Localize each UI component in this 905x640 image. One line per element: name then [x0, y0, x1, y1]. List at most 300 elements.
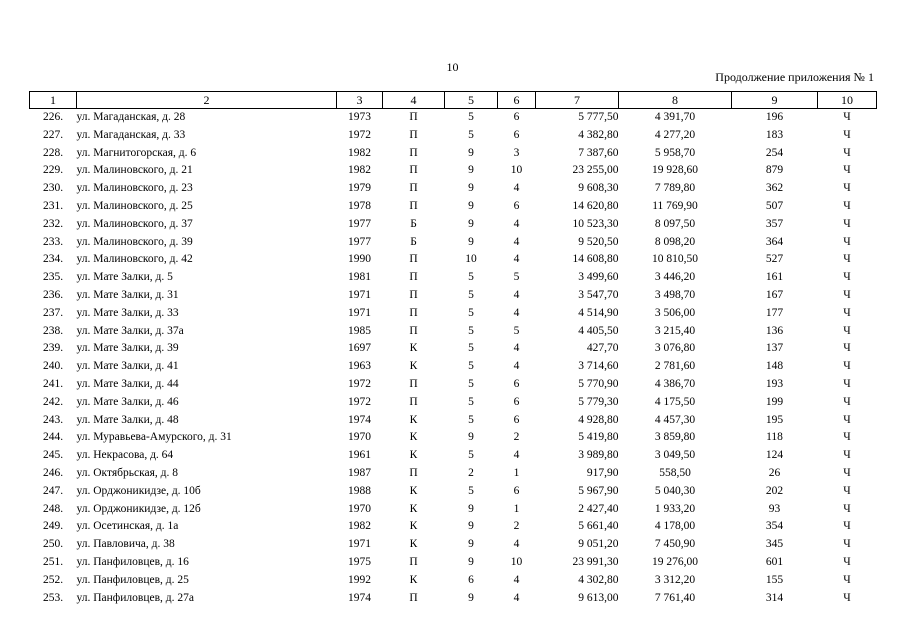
- address-cell: ул. Мате Залки, д. 33: [76, 306, 179, 319]
- col7-cell: 5 779,30: [578, 395, 619, 408]
- col8-cell: 5 958,70: [654, 146, 696, 159]
- row-number: 226.: [42, 111, 64, 123]
- col9-cell: 202: [765, 484, 784, 497]
- row-number: 242.: [42, 395, 64, 408]
- column-header: 2: [77, 92, 337, 109]
- floors-cell: 5: [468, 324, 474, 337]
- col8-cell: 4 391,70: [654, 111, 696, 123]
- col10-cell: Ч: [843, 253, 851, 266]
- table-row: [30, 323, 877, 341]
- entrances-cell: 4: [513, 449, 520, 462]
- row-number: 244.: [42, 431, 64, 444]
- col7-cell: 9 613,00: [578, 591, 619, 604]
- column-header: 1: [30, 92, 77, 109]
- col8-cell: 3 049,50: [654, 449, 696, 462]
- col9-cell: 161: [765, 271, 784, 284]
- column-header: 3: [337, 92, 383, 109]
- housing-registry-table: [29, 91, 877, 607]
- entrances-cell: 4: [513, 360, 520, 373]
- col9-cell: 879: [765, 164, 784, 177]
- col9-cell: 136: [765, 324, 784, 337]
- address-cell: ул. Мате Залки, д. 44: [76, 377, 179, 390]
- material-cell: К: [409, 520, 418, 533]
- year-cell: 1979: [348, 182, 371, 195]
- address-cell: ул. Малиновского, д. 23: [76, 182, 193, 195]
- col10-cell: Ч: [843, 342, 851, 355]
- address-cell: ул. Панфиловцев, д. 27а: [76, 591, 194, 604]
- entrances-cell: 6: [513, 413, 520, 426]
- address-cell: ул. Некрасова, д. 64: [76, 449, 174, 462]
- floors-cell: 9: [468, 235, 474, 248]
- table-row: [30, 465, 877, 483]
- address-cell: ул. Магаданская, д. 28: [76, 111, 186, 123]
- floors-cell: 9: [468, 182, 474, 195]
- col8-cell: 4 386,70: [654, 377, 696, 390]
- address-cell: ул. Муравьева-Амурского, д. 31: [76, 431, 232, 444]
- material-cell: П: [409, 288, 418, 301]
- row-number: 236.: [42, 288, 64, 301]
- table-row: [30, 412, 877, 430]
- col8-cell: 4 175,50: [654, 395, 696, 408]
- year-cell: 1971: [348, 306, 371, 319]
- col7-cell: 14 608,80: [572, 253, 619, 266]
- table-row: [30, 536, 877, 554]
- floors-cell: 10: [465, 253, 477, 266]
- col10-cell: Ч: [843, 413, 851, 426]
- floors-cell: 5: [468, 413, 474, 426]
- table-row: [30, 216, 877, 234]
- floors-cell: 9: [468, 520, 474, 533]
- year-cell: 1974: [348, 413, 371, 426]
- col9-cell: 118: [766, 431, 783, 444]
- col8-cell: 3 506,00: [654, 306, 696, 319]
- header-row: [30, 92, 877, 109]
- col8-cell: 7 761,40: [654, 591, 696, 604]
- col10-cell: Ч: [843, 288, 851, 301]
- column-header: 7: [536, 92, 619, 109]
- col10-cell: Ч: [843, 182, 851, 195]
- entrances-cell: 4: [513, 235, 520, 248]
- col8-cell: 3 446,20: [654, 271, 696, 284]
- column-header: 5: [445, 92, 498, 109]
- col10-cell: Ч: [843, 395, 851, 408]
- col9-cell: 345: [765, 538, 784, 551]
- address-cell: ул. Малиновского, д. 42: [76, 253, 193, 266]
- entrances-cell: 2: [513, 520, 520, 533]
- year-cell: 1978: [348, 199, 371, 212]
- material-cell: Б: [410, 235, 417, 248]
- col7-cell: 5 770,90: [578, 377, 619, 390]
- entrances-cell: 4: [513, 253, 520, 266]
- col10-cell: Ч: [843, 449, 851, 462]
- address-cell: ул. Мате Залки, д. 39: [76, 342, 179, 355]
- col8-cell: 1 933,20: [654, 502, 696, 515]
- row-number: 248.: [42, 502, 64, 515]
- col7-cell: 10 523,30: [572, 217, 619, 230]
- row-number: 243.: [42, 413, 64, 426]
- material-cell: П: [409, 182, 418, 195]
- col10-cell: Ч: [843, 235, 851, 248]
- floors-cell: 2: [468, 466, 474, 479]
- material-cell: П: [409, 555, 418, 568]
- entrances-cell: 2: [513, 431, 520, 444]
- address-cell: ул. Панфиловцев, д. 25: [76, 573, 189, 586]
- col9-cell: 124: [765, 449, 784, 462]
- col9-cell: 193: [765, 377, 784, 390]
- col7-cell: 3 547,70: [578, 288, 619, 301]
- address-cell: ул. Мате Залки, д. 48: [76, 413, 179, 426]
- material-cell: П: [409, 146, 418, 159]
- floors-cell: 5: [468, 395, 474, 408]
- col9-cell: 155: [765, 573, 784, 586]
- address-cell: ул. Малиновского, д. 37: [76, 217, 193, 230]
- floors-cell: 5: [468, 111, 474, 123]
- col9-cell: 254: [765, 146, 784, 159]
- col8-cell: 7 450,90: [654, 538, 696, 551]
- entrances-cell: 4: [513, 538, 520, 551]
- column-header: 4: [383, 92, 445, 109]
- col9-cell: 314: [765, 591, 784, 604]
- col7-cell: 9 520,50: [578, 235, 619, 248]
- col7-cell: 3 499,60: [578, 271, 619, 284]
- year-cell: 1972: [348, 395, 371, 408]
- col9-cell: 167: [765, 288, 784, 301]
- material-cell: Б: [410, 217, 417, 230]
- col8-cell: 4 277,20: [654, 128, 696, 141]
- row-number: 251.: [42, 555, 64, 568]
- table-row: [30, 483, 877, 501]
- row-number: 237.: [42, 306, 64, 319]
- col7-cell: 427,70: [586, 342, 619, 355]
- entrances-cell: 5: [513, 271, 520, 284]
- col7-cell: 917,90: [586, 466, 619, 479]
- row-number: 253.: [42, 591, 64, 604]
- table-row: [30, 518, 877, 536]
- material-cell: П: [409, 395, 418, 408]
- table-row: [30, 358, 877, 376]
- entrances-cell: 6: [513, 395, 520, 408]
- year-cell: 1982: [348, 164, 371, 177]
- year-cell: 1988: [348, 484, 371, 497]
- col10-cell: Ч: [843, 306, 851, 319]
- material-cell: П: [409, 199, 418, 212]
- col8-cell: 7 789,80: [654, 182, 696, 195]
- col7-cell: 3 989,80: [578, 449, 619, 462]
- floors-cell: 9: [468, 431, 474, 444]
- entrances-cell: 4: [513, 217, 520, 230]
- table-row: [30, 340, 877, 358]
- col7-cell: 23 991,30: [572, 555, 619, 568]
- table-row: [30, 234, 877, 252]
- entrances-cell: 6: [513, 199, 520, 212]
- col8-cell: 8 097,50: [654, 217, 696, 230]
- col9-cell: 148: [765, 360, 784, 373]
- material-cell: К: [409, 573, 418, 586]
- col10-cell: Ч: [843, 271, 851, 284]
- year-cell: 1970: [348, 431, 371, 444]
- address-cell: ул. Октябрьская, д. 8: [76, 466, 178, 479]
- col7-cell: 3 714,60: [578, 360, 619, 373]
- row-number: 239.: [42, 342, 64, 355]
- col9-cell: 364: [765, 235, 784, 248]
- col10-cell: Ч: [843, 164, 851, 177]
- col8-cell: 3 076,80: [654, 342, 696, 355]
- table-row: [30, 269, 877, 287]
- floors-cell: 9: [468, 502, 474, 515]
- floors-cell: 5: [468, 342, 474, 355]
- col10-cell: Ч: [843, 128, 851, 141]
- table-row: [30, 572, 877, 590]
- material-cell: П: [409, 306, 418, 319]
- table-row: [30, 180, 877, 198]
- column-header: 6: [498, 92, 536, 109]
- row-number: 233.: [42, 235, 64, 248]
- year-cell: 1961: [348, 449, 371, 462]
- col8-cell: 19 276,00: [652, 555, 698, 568]
- col10-cell: Ч: [843, 217, 851, 230]
- floors-cell: 9: [468, 199, 474, 212]
- entrances-cell: 4: [513, 306, 520, 319]
- col7-cell: 9 608,30: [578, 182, 619, 195]
- floors-cell: 9: [468, 591, 474, 604]
- floors-cell: 9: [468, 555, 474, 568]
- year-cell: 1970: [348, 502, 371, 515]
- address-cell: ул. Мате Залки, д. 46: [76, 395, 179, 408]
- address-cell: ул. Павловича, д. 38: [76, 538, 175, 551]
- col10-cell: Ч: [843, 538, 851, 551]
- col9-cell: 93: [768, 502, 781, 515]
- entrances-cell: 4: [513, 573, 520, 586]
- floors-cell: 5: [468, 484, 474, 497]
- floors-cell: 5: [468, 288, 474, 301]
- col9-cell: 26: [768, 466, 781, 479]
- table-row: [30, 590, 877, 608]
- material-cell: К: [409, 360, 418, 373]
- col9-cell: 183: [765, 128, 784, 141]
- entrances-cell: 6: [513, 377, 520, 390]
- material-cell: П: [409, 466, 418, 479]
- col8-cell: 10 810,50: [652, 253, 698, 266]
- column-header: 9: [732, 92, 818, 109]
- column-header: 8: [619, 92, 732, 109]
- table-row: [30, 394, 877, 412]
- year-cell: 1971: [348, 288, 371, 301]
- table-row: [30, 162, 877, 180]
- col8-cell: 5 040,30: [654, 484, 696, 497]
- entrances-cell: 5: [513, 324, 520, 337]
- table-row: [30, 109, 877, 127]
- year-cell: 1992: [348, 573, 371, 586]
- floors-cell: 5: [468, 271, 474, 284]
- floors-cell: 9: [468, 538, 474, 551]
- col7-cell: 7 387,60: [578, 146, 619, 159]
- year-cell: 1977: [348, 217, 371, 230]
- table-row: [30, 447, 877, 465]
- entrances-cell: 6: [513, 484, 520, 497]
- col10-cell: Ч: [843, 360, 851, 373]
- entrances-cell: 10: [510, 164, 523, 177]
- entrances-cell: 1: [513, 502, 520, 515]
- entrances-cell: 4: [513, 591, 520, 604]
- col8-cell: 2 781,60: [654, 360, 696, 373]
- col9-cell: 195: [765, 413, 784, 426]
- material-cell: П: [409, 253, 418, 266]
- row-number: 249.: [42, 520, 64, 533]
- table-row: [30, 145, 877, 163]
- entrances-cell: 4: [513, 288, 520, 301]
- col7-cell: 4 302,80: [578, 573, 619, 586]
- material-cell: П: [409, 324, 418, 337]
- row-number: 245.: [42, 449, 64, 462]
- col10-cell: Ч: [843, 555, 851, 568]
- row-number: 230.: [42, 182, 64, 195]
- table-row: [30, 429, 877, 447]
- column-header: 10: [818, 92, 877, 109]
- year-cell: 1981: [348, 271, 371, 284]
- page-number: 10: [446, 60, 459, 74]
- table-row: [30, 127, 877, 145]
- col10-cell: Ч: [843, 199, 851, 212]
- row-number: 229.: [42, 164, 64, 177]
- material-cell: К: [409, 484, 418, 497]
- col10-cell: Ч: [843, 324, 851, 337]
- col7-cell: 14 620,80: [572, 199, 619, 212]
- floors-cell: 6: [468, 573, 474, 586]
- col10-cell: Ч: [843, 573, 851, 586]
- year-cell: 1985: [348, 324, 371, 337]
- entrances-cell: 6: [513, 111, 520, 123]
- material-cell: П: [409, 111, 418, 123]
- address-cell: ул. Магаданская, д. 33: [76, 128, 186, 141]
- year-cell: 1987: [348, 466, 371, 479]
- year-cell: 1963: [348, 360, 371, 373]
- material-cell: П: [409, 164, 418, 177]
- col10-cell: Ч: [843, 484, 851, 497]
- material-cell: К: [409, 502, 418, 515]
- entrances-cell: 10: [510, 555, 523, 568]
- floors-cell: 9: [468, 146, 474, 159]
- floors-cell: 5: [468, 306, 474, 319]
- col8-cell: 19 928,60: [652, 164, 698, 177]
- row-number: 228.: [42, 146, 64, 159]
- col10-cell: Ч: [843, 591, 851, 604]
- entrances-cell: 6: [513, 128, 520, 141]
- table-row: [30, 305, 877, 323]
- row-number: 235.: [42, 271, 64, 284]
- col8-cell: 3 859,80: [654, 431, 696, 444]
- row-number: 240.: [42, 360, 64, 373]
- col9-cell: 177: [765, 306, 784, 319]
- year-cell: 1982: [348, 146, 371, 159]
- col9-cell: 357: [765, 217, 784, 230]
- col9-cell: 527: [765, 253, 784, 266]
- address-cell: ул. Мате Залки, д. 31: [76, 288, 179, 301]
- table-body: [30, 109, 877, 608]
- col10-cell: Ч: [843, 520, 851, 533]
- year-cell: 1977: [348, 235, 371, 248]
- row-number: 247.: [42, 484, 64, 497]
- entrances-cell: 1: [513, 466, 520, 479]
- col9-cell: 354: [765, 520, 784, 533]
- col8-cell: 11 769,90: [652, 199, 698, 212]
- entrances-cell: 4: [513, 342, 520, 355]
- address-cell: ул. Мате Залки, д. 41: [76, 360, 179, 373]
- row-number: 234.: [42, 253, 64, 266]
- col10-cell: Ч: [843, 466, 851, 479]
- row-number: 252.: [42, 573, 64, 586]
- address-cell: ул. Осетинская, д. 1а: [76, 520, 179, 533]
- col10-cell: Ч: [843, 111, 851, 123]
- address-cell: ул. Малиновского, д. 25: [76, 199, 193, 212]
- col10-cell: Ч: [843, 146, 851, 159]
- material-cell: П: [409, 377, 418, 390]
- floors-cell: 5: [468, 377, 474, 390]
- row-number: 232.: [42, 217, 64, 230]
- row-number: 231.: [42, 199, 64, 212]
- year-cell: 1972: [348, 377, 371, 390]
- col9-cell: 199: [765, 395, 784, 408]
- col8-cell: 3 312,20: [654, 573, 696, 586]
- year-cell: 1971: [348, 538, 371, 551]
- year-cell: 1975: [348, 555, 371, 568]
- material-cell: К: [409, 413, 418, 426]
- col8-cell: 558,50: [659, 466, 691, 479]
- col10-cell: Ч: [843, 502, 851, 515]
- floors-cell: 9: [468, 164, 474, 177]
- col9-cell: 362: [765, 182, 784, 195]
- col10-cell: Ч: [843, 431, 851, 444]
- col8-cell: 8 098,20: [654, 235, 696, 248]
- col7-cell: 5 777,50: [578, 111, 619, 123]
- table-row: [30, 501, 877, 519]
- col7-cell: 4 514,90: [578, 306, 619, 319]
- table-row: [30, 251, 877, 269]
- col9-cell: 137: [765, 342, 784, 355]
- col7-cell: 4 405,50: [578, 324, 619, 337]
- col7-cell: 4 928,80: [578, 413, 619, 426]
- row-number: 227.: [42, 128, 64, 141]
- material-cell: П: [409, 128, 418, 141]
- col7-cell: 5 967,90: [578, 484, 619, 497]
- year-cell: 1982: [348, 520, 371, 533]
- col7-cell: 4 382,80: [578, 128, 619, 141]
- row-number: 250.: [42, 538, 64, 551]
- row-number: 246.: [42, 466, 64, 479]
- floors-cell: 9: [468, 217, 474, 230]
- col8-cell: 3 498,70: [654, 288, 696, 301]
- entrances-cell: 3: [513, 146, 520, 159]
- address-cell: ул. Орджоникидзе, д. 10б: [76, 484, 201, 497]
- material-cell: П: [409, 271, 418, 284]
- col9-cell: 196: [765, 111, 784, 123]
- row-number: 241.: [42, 377, 64, 390]
- year-cell: 1973: [348, 111, 371, 123]
- col7-cell: 9 051,20: [578, 538, 619, 551]
- material-cell: К: [409, 538, 418, 551]
- col10-cell: Ч: [843, 377, 851, 390]
- row-number: 238.: [42, 324, 64, 337]
- year-cell: 1990: [348, 253, 371, 266]
- table-row: [30, 287, 877, 305]
- material-cell: К: [409, 342, 418, 355]
- col9-cell: 507: [765, 199, 784, 212]
- year-cell: 1974: [348, 591, 371, 604]
- table-row: [30, 198, 877, 216]
- address-cell: ул. Панфиловцев, д. 16: [76, 555, 189, 568]
- continuation-caption: Продолжение приложения № 1: [715, 70, 874, 84]
- col7-cell: 5 419,80: [578, 431, 619, 444]
- table-row: [30, 554, 877, 572]
